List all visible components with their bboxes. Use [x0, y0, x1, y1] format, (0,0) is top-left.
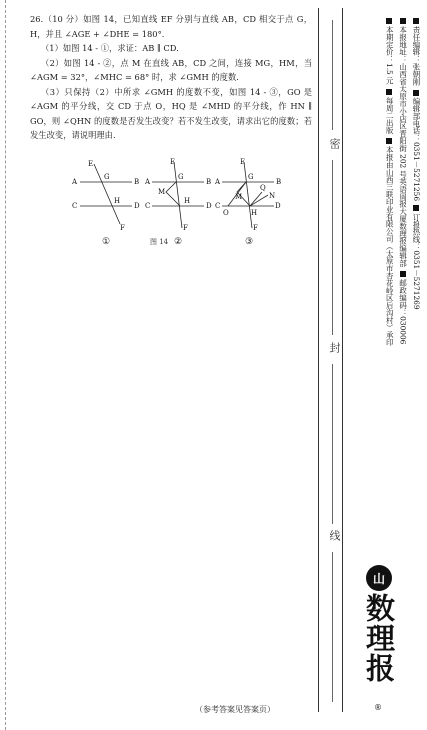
info-address: 本报地址：山西省太原市小店区晋阳街 202 号英语周报大厦数理报编辑部 — [398, 26, 408, 267]
fig1-label-a: A — [72, 178, 78, 186]
question-header: 26.（10 分）如图 14，已知直线 EF 分别与直线 AB，CD 相交于点 G，H，并且 ∠AGE + ∠DHE = 180°. — [30, 14, 312, 39]
fig2-label-e: E — [170, 158, 176, 166]
fig1-label-b: B — [134, 178, 140, 186]
fig3-label-h: H — [251, 209, 258, 217]
seal-word-mi: 密 — [328, 138, 341, 149]
seal-line-segment-2 — [332, 160, 333, 335]
cut-line — [5, 0, 6, 730]
info-publishing-day: 每周二出版 — [385, 96, 395, 134]
figure-1-labels — [71, 160, 140, 247]
info-subscription-hotline: 订报热线：0351－5271269 — [412, 213, 421, 310]
fig3-line-hq — [250, 192, 262, 206]
masthead-info — [348, 16, 423, 396]
figure-3 — [222, 162, 274, 228]
fig2-label-b: B — [206, 178, 212, 186]
seal-word-feng: 封 — [328, 342, 341, 353]
fig3-label-m: M — [235, 193, 243, 201]
fig2-label-a: A — [145, 178, 151, 186]
fig3-number: ③ — [245, 237, 254, 247]
fig3-label-q: Q — [260, 184, 266, 192]
seal-line-segment-4 — [332, 552, 333, 702]
info-price: 本期定价：1.5 元 — [385, 26, 395, 85]
fig2-label-g: G — [178, 173, 184, 181]
fig3-label-n: N — [269, 192, 276, 200]
bullet-icon — [413, 90, 419, 96]
fig2-label-c: C — [145, 202, 151, 210]
fig3-label-c: C — [215, 202, 221, 210]
fig3-label-o: O — [223, 209, 229, 217]
fig3-label-a: A — [215, 178, 221, 186]
fig1-label-e: E — [88, 160, 94, 168]
fig3-line-hn — [250, 195, 268, 206]
geometry-figures — [70, 158, 280, 256]
fig3-label-g: G — [248, 173, 254, 181]
fig2-label-m: M — [158, 188, 166, 196]
fig2-label-f: F — [183, 224, 188, 232]
registered-mark-icon: ® — [374, 703, 382, 712]
bullet-icon — [386, 18, 392, 24]
fig3-label-f: F — [253, 224, 258, 232]
info-divider — [342, 8, 343, 712]
figure-caption: 图 14 — [150, 238, 169, 246]
fig1-label-f: F — [120, 224, 125, 232]
bullet-icon — [413, 205, 419, 211]
fig2-line-ef — [174, 162, 182, 228]
fig3-label-e: E — [240, 158, 246, 166]
bullet-icon — [400, 18, 406, 24]
seal-line-segment-1 — [332, 20, 333, 130]
info-column-1 — [410, 16, 423, 396]
fig2-number: ② — [174, 237, 183, 247]
info-postcode: 邮政编码：030006 — [398, 279, 408, 345]
info-column-3 — [383, 16, 396, 396]
info-editor: 责任编辑：张朝刚 — [412, 26, 421, 86]
page-divider — [318, 8, 319, 712]
figure-3-labels — [214, 158, 281, 247]
fig3-label-d: D — [275, 202, 281, 210]
fig1-label-g: G — [104, 173, 110, 181]
question-part-1: （1）如图 14 - ①，求证：AB ∥ CD. — [41, 43, 179, 53]
seal-line-segment-3 — [332, 364, 333, 524]
answer-reference-note: （参考答案见答案页） — [195, 705, 275, 714]
figures-svg — [70, 158, 280, 256]
fig2-label-d: D — [206, 202, 212, 210]
figure-2-labels — [144, 158, 212, 247]
info-editorial-phone: 编辑部电话：0351－5271256 — [412, 97, 421, 202]
fig1-number: ① — [102, 237, 111, 247]
question-26 — [30, 12, 312, 143]
fig2-label-h: H — [184, 197, 191, 205]
bullet-icon — [386, 138, 392, 144]
fig1-label-d: D — [134, 202, 140, 210]
logo-brand-name: 数理报 — [362, 593, 396, 683]
bullet-icon — [400, 271, 406, 277]
fig1-label-h: H — [114, 197, 121, 205]
question-part-3: （3）只保持（2）中所求 ∠GMH 的度数不变，如图 14 - ③，GO 是 ∠AGM 的平分线，交 CD 于点 O，HQ 是 ∠MHD 的平分线，作 HN ∥ GO，则 ∠QHN 的度数是否发生改变？若不发生改变，请求出它的度数；若发生改变，请说明理由. — [30, 86, 312, 140]
fig3-line-ef — [244, 162, 252, 228]
question-part-2: （2）如图 14 - ②，点 M 在直线 AB，CD 之间，连接 MG，HM，当 ∠AGM = 32°，∠MHC = 68° 时，求 ∠GMH 的度数. — [30, 57, 312, 82]
seal-word-xian: 线 — [328, 530, 341, 541]
newspaper-logo — [356, 565, 402, 715]
info-column-2 — [396, 16, 409, 396]
fig3-label-b: B — [276, 178, 282, 186]
bullet-icon — [386, 89, 392, 95]
info-printer: 本报由山西三联印业有限公司（太原市杏花岭区后沟村）承印 — [385, 146, 395, 347]
logo-badge-icon: 山 — [366, 565, 392, 591]
bullet-icon — [413, 18, 419, 24]
fig1-label-c: C — [72, 202, 78, 210]
